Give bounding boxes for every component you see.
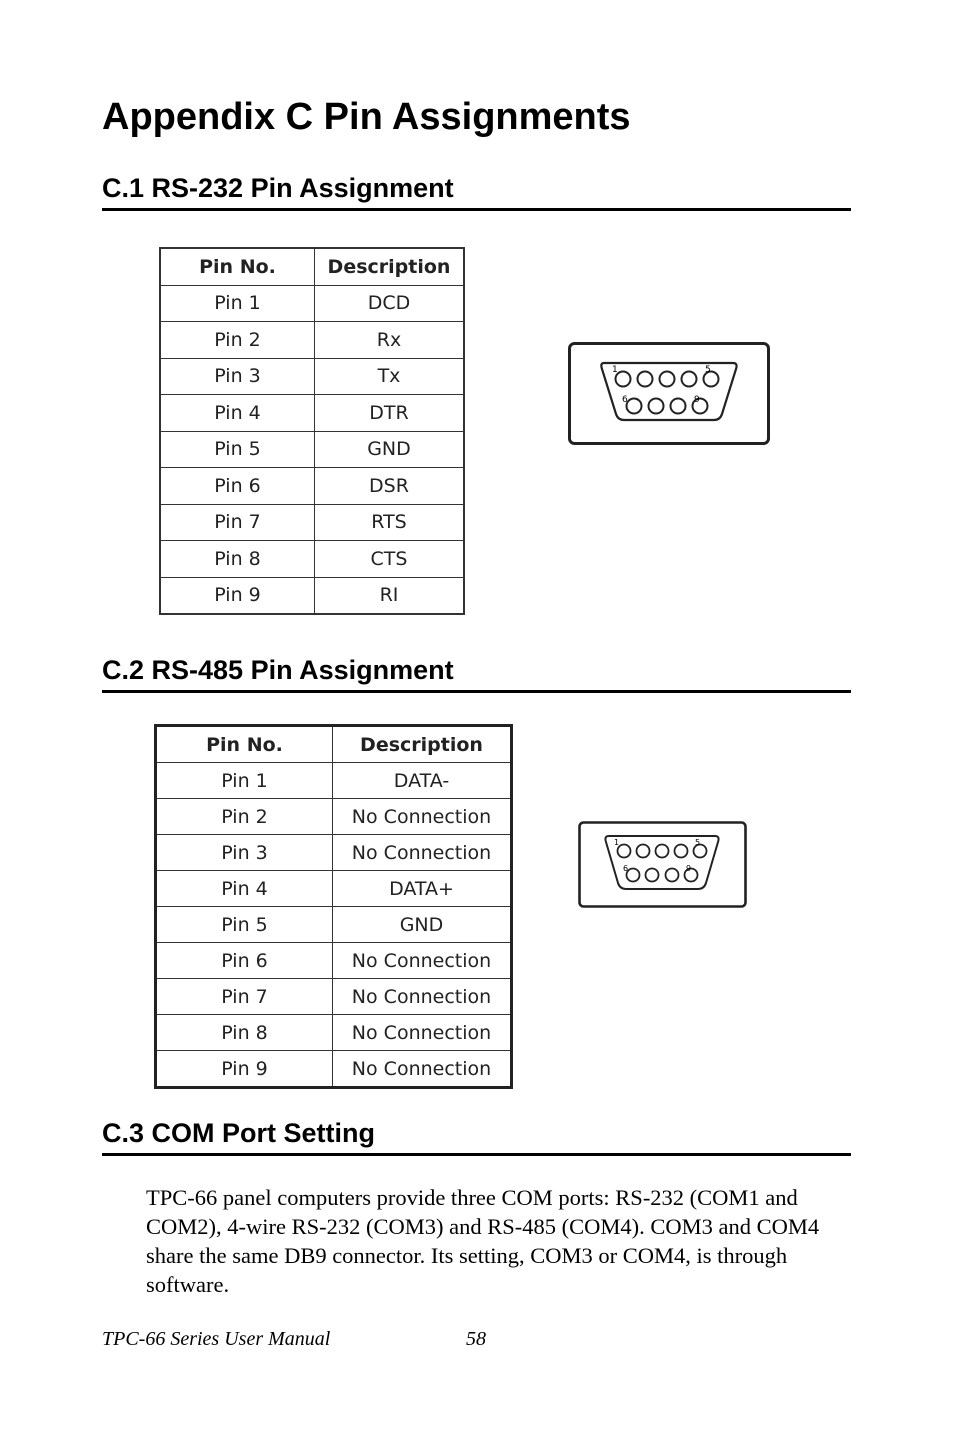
table-row [156, 799, 512, 835]
section-title-rs485: C.2 RS-485 Pin Assignment [102, 654, 851, 693]
pin-number-cell: Pin 1 [160, 285, 315, 322]
table-header-row [156, 726, 512, 763]
pin-number-cell: Pin 4 [156, 871, 333, 907]
pin-description-cell: RI [315, 577, 465, 614]
pin-number-cell: Pin 6 [160, 468, 315, 505]
table-row [156, 979, 512, 1015]
pin-label: 9 [686, 864, 692, 873]
pin-number-cell: Pin 1 [156, 763, 333, 799]
table-row [160, 395, 464, 432]
pin-description-cell: Tx [315, 358, 465, 395]
table-row [156, 835, 512, 871]
table-row [160, 322, 464, 359]
table-row [156, 871, 512, 907]
pin-label: 9 [694, 395, 700, 405]
pin-description-cell: No Connection [333, 1015, 512, 1051]
pin-description-cell: GND [333, 907, 512, 943]
table-row [160, 431, 464, 468]
pin-number-cell: Pin 2 [160, 322, 315, 359]
pin-number-cell: Pin 3 [160, 358, 315, 395]
pin-number-cell: Pin 7 [156, 979, 333, 1015]
pin-description-cell: RTS [315, 504, 465, 541]
com-port-paragraph: TPC-66 panel computers provide three COM ports: RS-232 (COM1 and COM2), 4-wire RS-232 (COM3) and RS-485 (COM4). COM3 and COM4 share the same DB9 connector. Its setting, COM3 or COM4, is through software. [146, 1185, 820, 1297]
pin-description-cell: No Connection [333, 979, 512, 1015]
pin-label: 6 [623, 864, 629, 873]
table-row [160, 285, 464, 322]
pin-description-cell: DSR [315, 468, 465, 505]
pin-number-cell: Pin 9 [156, 1051, 333, 1088]
column-header: Description [315, 248, 465, 285]
pin-description-cell: No Connection [333, 835, 512, 871]
rs485-pin-table [154, 724, 513, 1089]
pin-number-cell: Pin 5 [160, 431, 315, 468]
pin-number-cell: Pin 7 [160, 504, 315, 541]
pin-description-cell: DCD [315, 285, 465, 322]
section-title-com-port: C.3 COM Port Setting [102, 1117, 851, 1156]
table-row [160, 468, 464, 505]
pin-description-cell: No Connection [333, 943, 512, 979]
pin-label: 5 [705, 365, 711, 375]
pin-description-cell: DATA- [333, 763, 512, 799]
pin-number-cell: Pin 2 [156, 799, 333, 835]
table-row [156, 1051, 512, 1088]
pin-number-cell: Pin 6 [156, 943, 333, 979]
pin-description-cell: DATA+ [333, 871, 512, 907]
footer-page-number: 58 [466, 1328, 486, 1350]
db9-connector-icon [578, 821, 748, 909]
table-row [160, 541, 464, 578]
table-row [156, 1015, 512, 1051]
pin-number-cell: Pin 8 [160, 541, 315, 578]
column-header: Pin No. [160, 248, 315, 285]
pin-label: 1 [612, 365, 618, 375]
pin-description-cell: Rx [315, 322, 465, 359]
table-row [160, 504, 464, 541]
table-row [156, 907, 512, 943]
section-title-rs232: C.1 RS-232 Pin Assignment [102, 172, 851, 211]
pin-description-cell: DTR [315, 395, 465, 432]
table-row [160, 577, 464, 614]
pin-description-cell: No Connection [333, 1051, 512, 1088]
column-header: Description [333, 726, 512, 763]
pin-description-cell: CTS [315, 541, 465, 578]
pin-description-cell: GND [315, 431, 465, 468]
pin-label: 5 [695, 838, 701, 847]
rs232-pin-table [159, 247, 465, 615]
pin-number-cell: Pin 8 [156, 1015, 333, 1051]
column-header: Pin No. [156, 726, 333, 763]
table-row [160, 358, 464, 395]
pin-label: 1 [614, 838, 620, 847]
pin-number-cell: Pin 3 [156, 835, 333, 871]
table-row [156, 763, 512, 799]
table-row [156, 943, 512, 979]
pin-number-cell: Pin 5 [156, 907, 333, 943]
pin-label: 6 [622, 395, 628, 405]
pin-number-cell: Pin 9 [160, 577, 315, 614]
db9-connector-icon [568, 342, 770, 446]
pin-number-cell: Pin 4 [160, 395, 315, 432]
table-header-row [160, 248, 464, 285]
footer-manual-title: TPC-66 Series User Manual [102, 1328, 331, 1350]
page-title: Appendix C Pin Assignments [102, 96, 631, 138]
pin-description-cell: No Connection [333, 799, 512, 835]
